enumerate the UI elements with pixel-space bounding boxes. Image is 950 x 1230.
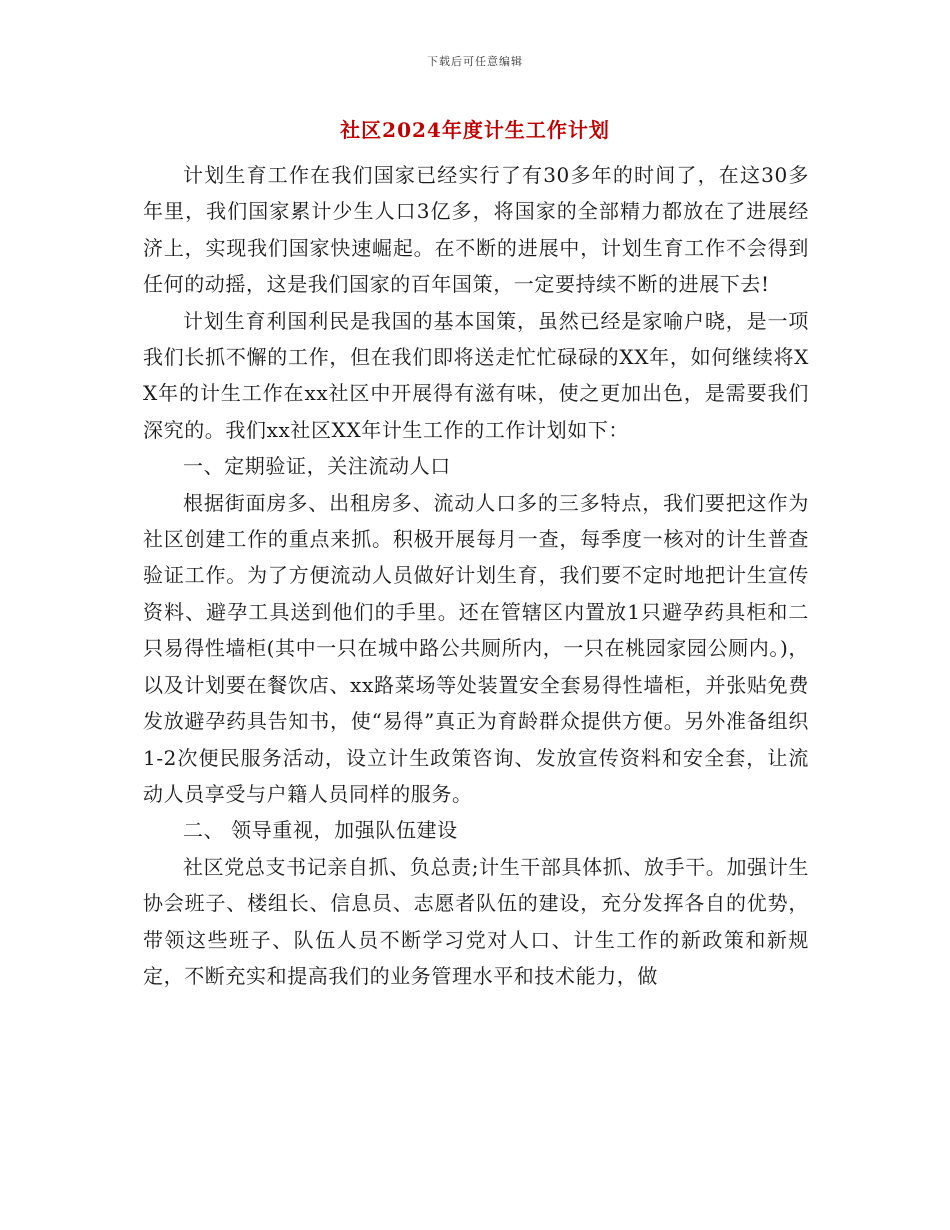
paragraph-floating-population: 根据街面房多、出租房多、流动人口多的三多特点，我们要把这作为社区创建工作的重点来抓。积极开展每月一查，每季度一核对的计生普查验证工作。为了方便流动人员做好计划生育，我们要不定时地把计生宣传资料、避孕工具送到他们的手里。还在管辖区内置放1只避孕药具柜和二只易得性墙柜(其中一只在城中路公共厕所内，一只在桃园家园公厕内。)，以及计划要在餐饮店、xx路菜场等处装置安全套易得性墙柜，并张贴免费发放避孕药具告知书，使“易得”真正为育龄群众提供方便。另外准备组织1-2次便民服务活动，设立计生政策咨询、发放宣传资料和安全套，让流动人员享受与户籍人员同样的服务。 <box>143 490 810 806</box>
paragraph-policy: 计划生育利国利民是我国的基本国策，虽然已经是家喻户晓，是一项我们长抓不懈的工作，但在我们即将送走忙忙碌碌的XX年，如何继续将XX年的计生工作在xx社区中开展得有滋有味，使之更加出色，是需要我们深究的。我们xx社区XX年计生工作的工作计划如下： <box>143 308 809 442</box>
document-body <box>143 157 809 994</box>
paragraph-leadership: 社区党总支书记亲自抓、负总责;计生干部具体抓、放手干。加强计生协会班子、楼组长、信息员、志愿者队伍的建设，充分发挥各自的优势，带领这些班子、队伍人员不断学习党对人口、计生工作的新政策和新规定，不断充实和提高我们的业务管理水平和技术能力，做 <box>143 854 809 988</box>
paragraph-intro: 计划生育工作在我们国家已经实行了有30多年的时间了，在这30多年里，我们国家累计少生人口3亿多，将国家的全部精力都放在了进展经济上，实现我们国家快速崛起。在不断的进展中，计划生育工作不会得到任何的动摇，这是我们国家的百年国策，一定要持续不断的进展下去! <box>143 163 809 297</box>
section-heading-1: 一、定期验证，关注流动人口 <box>183 454 451 479</box>
document-title: 社区2024年度计生工作计划 <box>340 118 610 142</box>
section-heading-2: 二、 领导重视，加强队伍建设 <box>183 818 458 843</box>
header-note: 下载后可任意编辑 <box>427 55 523 68</box>
